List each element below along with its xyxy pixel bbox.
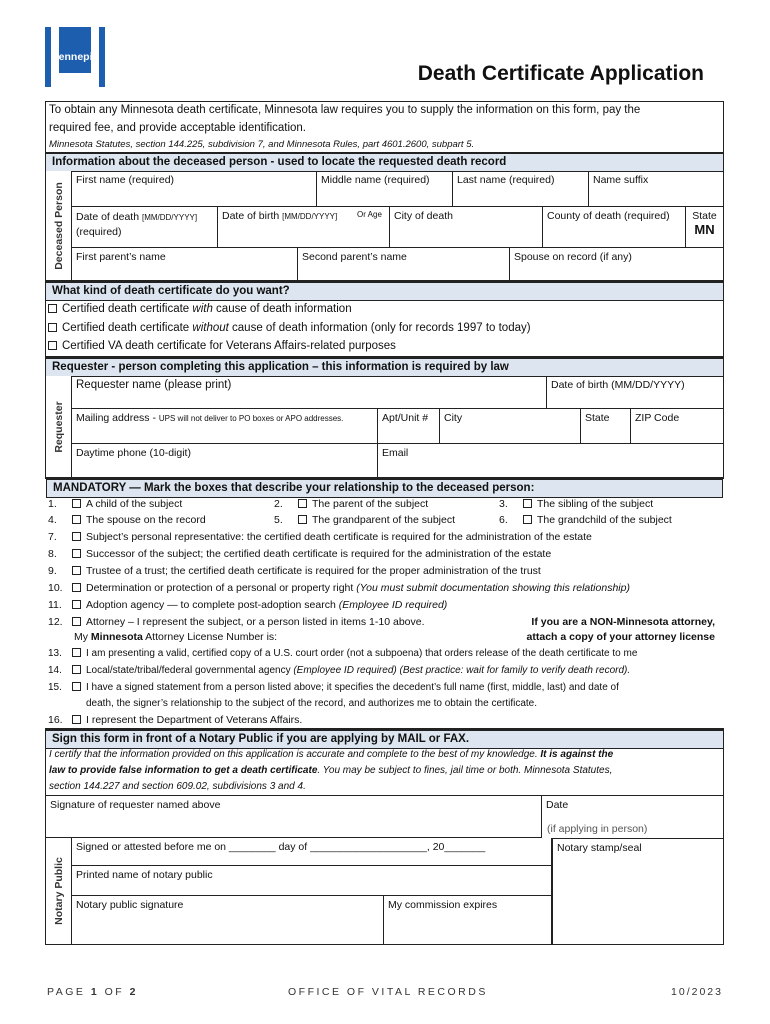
commission-expires-field[interactable]: My commission expires <box>384 896 552 944</box>
signature-date-field[interactable]: Date <box>542 795 723 838</box>
checkbox[interactable] <box>48 323 57 332</box>
checkbox[interactable] <box>72 499 81 508</box>
checkbox[interactable] <box>72 515 81 524</box>
zip-code-field[interactable]: ZIP Code <box>631 409 723 444</box>
kind-header: What kind of death certificate do you want? <box>46 282 723 301</box>
relationship-11[interactable]: 11. Adoption agency — to complete post-adoption search (Employee ID required) <box>48 599 448 611</box>
checkbox[interactable] <box>72 532 81 541</box>
daytime-phone-field[interactable]: Daytime phone (10-digit) <box>72 444 378 477</box>
spouse-field[interactable]: Spouse on record (if any) <box>514 251 632 263</box>
non-mn-attorney-note-2: attach a copy of your attorney license <box>526 631 715 643</box>
in-person-note: (if applying in person) <box>547 823 648 835</box>
or-age-label: Or Age <box>357 210 382 219</box>
checkbox[interactable] <box>72 665 81 674</box>
email-field[interactable]: Email <box>382 447 409 459</box>
relationship-3[interactable]: 3. The sibling of the subject <box>499 498 654 510</box>
city-of-death-field[interactable]: City of death <box>390 207 543 248</box>
checkbox[interactable] <box>72 715 81 724</box>
first-parent-field[interactable]: First parent’s name <box>72 248 298 281</box>
date-of-birth-field[interactable]: Date of birth [MM/DD/YYYY] <box>218 207 390 248</box>
date-of-death-field[interactable]: Date of death [MM/DD/YYYY] (required) <box>72 207 218 248</box>
page-number: PAGE 1 OF 2 <box>47 986 138 998</box>
checkbox[interactable] <box>48 341 57 350</box>
checkbox[interactable] <box>72 682 81 691</box>
city-field[interactable]: City <box>440 409 581 444</box>
checkbox[interactable] <box>72 617 81 626</box>
footer-date: 10/2023 <box>671 986 723 998</box>
relationship-4[interactable]: 4. The spouse on the record <box>48 514 206 526</box>
checkbox[interactable] <box>298 499 307 508</box>
notary-header: Sign this form in front of a Notary Public if you are applying by MAIL or FAX. <box>46 730 723 749</box>
relationship-5[interactable]: 5. The grandparent of the subject <box>274 514 456 526</box>
deceased-side-label: Deceased Person <box>46 171 72 280</box>
second-parent-field[interactable]: Second parent’s name <box>298 248 510 281</box>
intro-citation: Minnesota Statutes, section 144.225, subdivision 7, and Minnesota Rules, part 4601.2600, subpart 5. <box>49 139 475 150</box>
relationship-16[interactable]: 16. I represent the Department of Veterans Affairs. <box>48 714 303 726</box>
notary-printed-name-field[interactable]: Printed name of notary public <box>72 866 552 896</box>
checkbox[interactable] <box>298 515 307 524</box>
state-field: State MN <box>686 207 723 248</box>
checkbox[interactable] <box>72 566 81 575</box>
checkbox[interactable] <box>523 515 532 524</box>
relationship-7[interactable]: 7. Subject’s personal representative: the certified death certificate is required for the administration of the estate <box>48 531 592 543</box>
notary-side-label: Notary Public <box>46 838 72 944</box>
requester-name-field[interactable]: Requester name (please print) <box>72 376 547 409</box>
relationship-2[interactable]: 2. The parent of the subject <box>274 498 429 510</box>
certify-line-1: I certify that the information provided on this application is accurate and complete to the best of my knowledge. It is against the <box>49 749 614 760</box>
relationship-8[interactable]: 8. Successor of the subject; the certified death certificate is required for the administration of the estate <box>48 548 552 560</box>
name-suffix-field[interactable]: Name suffix <box>589 171 723 207</box>
relationship-9[interactable]: 9. Trustee of a trust; the certified death certificate is required for the proper administration of the trust <box>48 565 541 577</box>
kind-option-without[interactable]: Certified death certificate without cause of death information (only for records 1997 to today) <box>48 322 531 334</box>
checkbox[interactable] <box>72 648 81 657</box>
kind-option-with[interactable]: Certified death certificate with cause of death information <box>48 303 352 315</box>
state-value: MN <box>694 222 715 237</box>
attorney-license-line[interactable]: My Minnesota Attorney License Number is: <box>74 631 278 643</box>
checkbox[interactable] <box>72 583 81 592</box>
checkbox[interactable] <box>72 600 81 609</box>
deceased-header: Information about the deceased person - used to locate the requested death record <box>46 153 723 172</box>
mailing-address-field[interactable]: Mailing address - UPS will not deliver to PO boxes or APO addresses. <box>72 409 378 444</box>
kind-option-va[interactable]: Certified VA death certificate for Veterans Affairs-related purposes <box>48 340 396 352</box>
checkbox[interactable] <box>48 304 57 313</box>
requester-header: Requester - person completing this application – this information is required by law <box>46 358 723 377</box>
middle-name-field[interactable]: Middle name (required) <box>317 171 453 207</box>
last-name-field[interactable]: Last name (required) <box>453 171 589 207</box>
checkbox[interactable] <box>72 549 81 558</box>
certify-line-2: law to provide false information to get a death certificate. You may be subject to fines, jail time or both. Minnesota Statutes, <box>49 765 613 776</box>
relationship-1[interactable]: 1. A child of the subject <box>48 498 183 510</box>
county-of-death-field[interactable]: County of death (required) <box>543 207 686 248</box>
first-name-field[interactable]: First name (required) <box>72 171 317 207</box>
hennepin-logo <box>45 27 105 87</box>
notary-stamp-area: Notary stamp/seal <box>552 838 723 944</box>
intro-line-1: To obtain any Minnesota death certificate, Minnesota law requires you to supply the information on this form, pay the <box>49 104 641 116</box>
requester-signature-field[interactable]: Signature of requester named above <box>46 795 542 838</box>
relationship-15[interactable]: 15. I have a signed statement from a person listed above; it specifies the decedent’s full name (first, middle, last) and date of <box>48 682 619 693</box>
mandatory-header: MANDATORY — Mark the boxes that describe your relationship to the deceased person: <box>46 479 723 498</box>
relationship-6[interactable]: 6. The grandchild of the subject <box>499 514 672 526</box>
logo-text: Hennepin <box>51 51 99 63</box>
requester-side-label: Requester <box>46 376 72 477</box>
relationship-10[interactable]: 10. Determination or protection of a personal or property right (You must submit documentation showing this relationship) <box>48 582 630 594</box>
relationship-13[interactable]: 13. I am presenting a valid, certified copy of a U.S. court order (not a subpoena) that orders release of the death certificate to me <box>48 648 638 659</box>
footer-office: OFFICE OF VITAL RECORDS <box>288 986 488 998</box>
requester-dob-field[interactable]: Date of birth (MM/DD/YYYY) <box>547 376 723 409</box>
apt-unit-field[interactable]: Apt/Unit # <box>378 409 440 444</box>
intro-line-2: required fee, and provide acceptable identification. <box>49 122 307 134</box>
attested-field[interactable]: Signed or attested before me on ________ day of ____________________, 20_______ <box>72 838 552 866</box>
checkbox[interactable] <box>523 499 532 508</box>
page-title: Death Certificate Application <box>417 62 704 85</box>
state-field[interactable]: State <box>581 409 631 444</box>
relationship-14[interactable]: 14. Local/state/tribal/federal governmental agency (Employee ID required) (Best practice: wait for family to verify death record). <box>48 665 631 676</box>
relationship-15-cont: death, the signer’s relationship to the subject of the record, and authorizes me to obtain the certificate. <box>86 698 538 709</box>
notary-signature-field[interactable]: Notary public signature <box>72 896 384 944</box>
certify-line-3: section 144.227 and section 609.02, subdivisions 3 and 4. <box>49 781 306 792</box>
relationship-12[interactable]: 12. Attorney – I represent the subject, or a person listed in items 1-10 above. <box>48 616 425 628</box>
non-mn-attorney-note-1: If you are a NON-Minnesota attorney, <box>531 616 715 628</box>
